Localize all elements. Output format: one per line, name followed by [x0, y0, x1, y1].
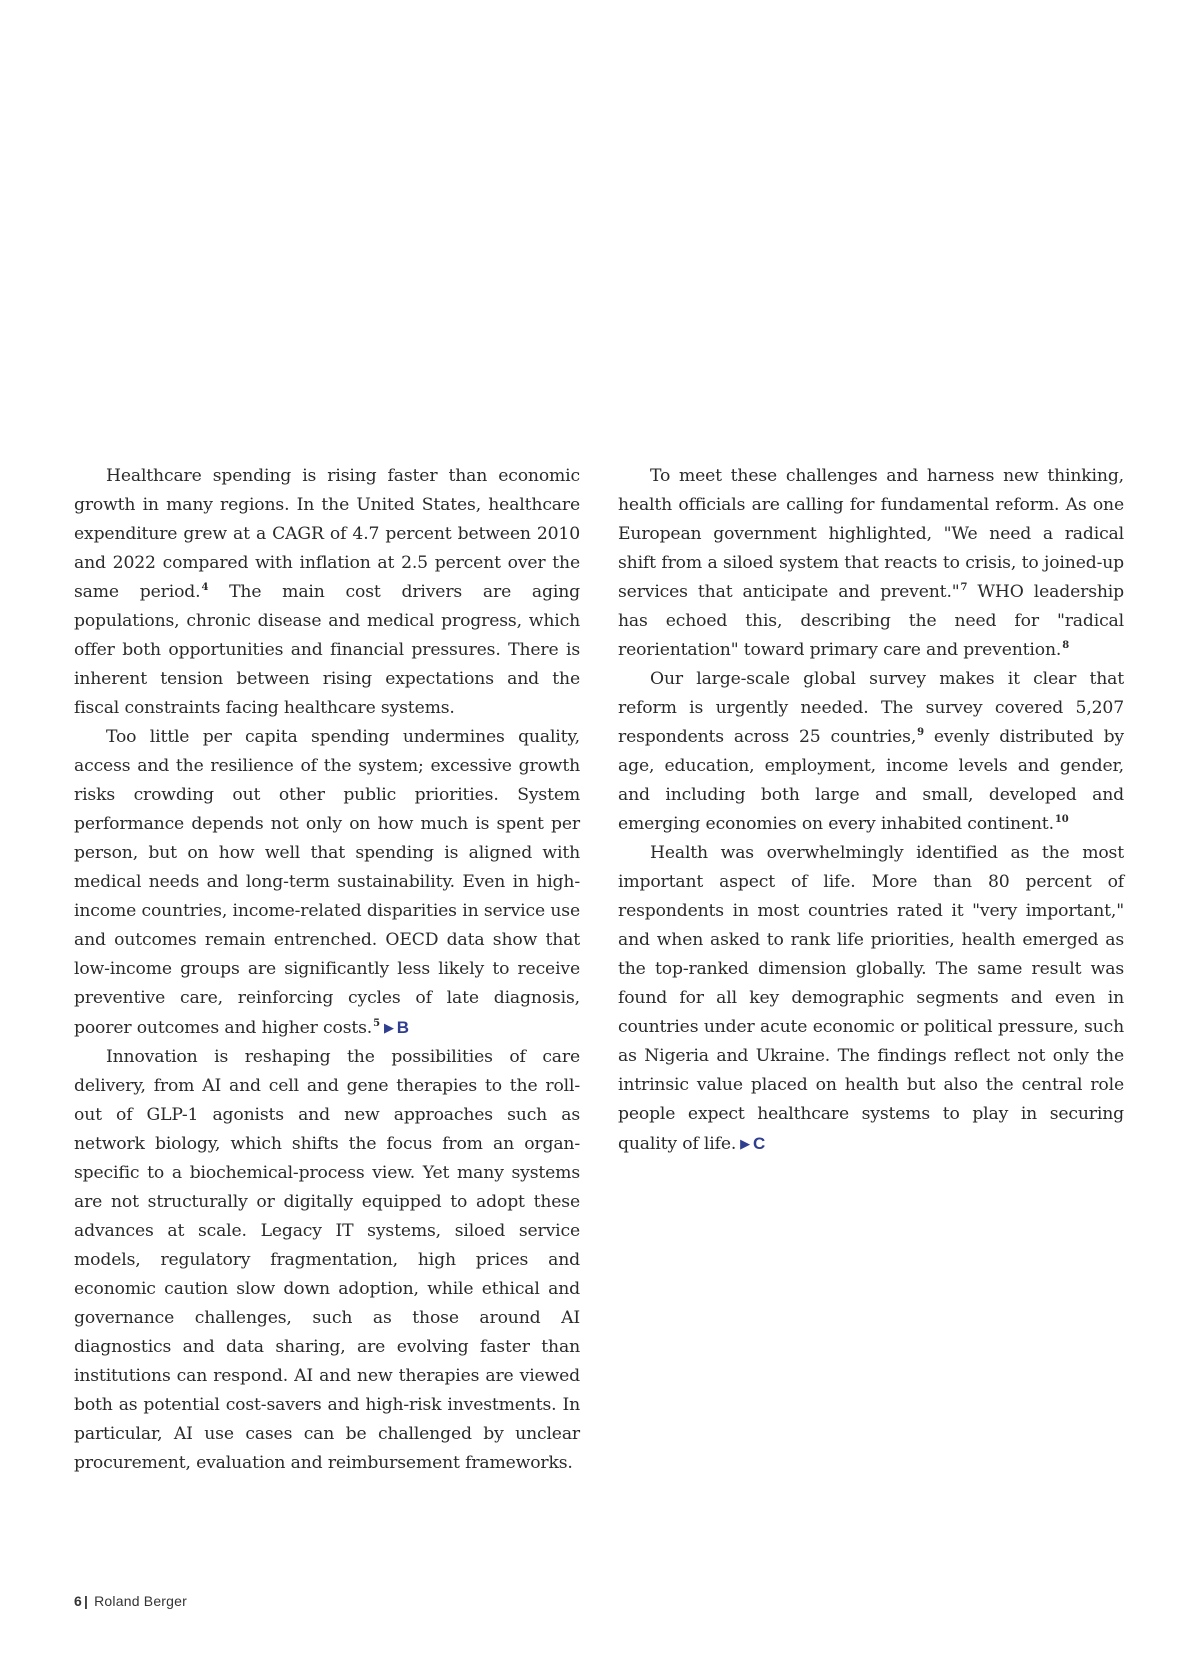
paragraph-per-capita: [74, 723, 580, 1043]
paragraph-text-continued: evenly distributed by age, education, employment, income levels and gender, and including both large and small, developed and emerging economies on every inhabited continent.: [618, 727, 1124, 834]
paragraph-spending: [74, 462, 580, 723]
footnote-marker-4[interactable]: 4: [201, 582, 209, 593]
page-footer: [74, 1593, 187, 1609]
paragraph-text: Too little per capita spending undermines quality, access and the resilience of the system; excessive growth risks crowding out other public priorities. System performance depends not only on how much is spent per person, but on how well that spending is aligned with medical needs and long-term sustainability. Even in high-income countries, income-related disparities in service use and outcomes remain entrenched. OECD data show that low-income groups are significantly less likely to receive preventive care, reinforcing cycles of late diagnosis, poorer outcomes and higher costs.: [74, 727, 580, 1038]
page-number: 6: [74, 1593, 82, 1609]
paragraph-text-continued: The main cost drivers are aging populations, chronic disease and medical progress, which offer both opportunities and financial pressures. There is inherent tension between rising expectations and the fiscal constraints facing healthcare systems.: [74, 582, 580, 718]
footnote-marker-8[interactable]: 8: [1062, 640, 1070, 651]
paragraph-text: To meet these challenges and harness new thinking, health officials are calling for fundamental reform. As one European government highlighted, "We need a radical shift from a siloed system that reacts to crisis, to joined-up services that anticipate and prevent.": [618, 466, 1124, 602]
left-column: [74, 462, 580, 1478]
right-column: [618, 462, 1124, 1478]
footnote-marker-10[interactable]: 10: [1054, 814, 1069, 825]
paragraph-survey: [618, 665, 1124, 839]
footnote-marker-5[interactable]: 5: [373, 1018, 380, 1029]
footer-separator: |: [84, 1593, 89, 1609]
paragraph-text: Innovation is reshaping the possibilities of care delivery, from AI and cell and gene therapies to the roll-out of GLP-1 agonists and new approaches such as network biology, which shifts the focus from an organ-specific to a biochemical-process view. Yet many systems are not structurally or digitally equipped to adopt these advances at scale. Legacy IT systems, siloed service models, regulatory fragmentation, high prices and economic caution slow down adoption, while ethical and governance challenges, such as those around AI diagnostics and data sharing, are evolving faster than institutions can respond. AI and new therapies are viewed both as potential cost-savers and high-risk investments. In particular, AI use cases can be challenged by unclear procurement, evaluation and reimbursement frameworks.: [74, 1047, 580, 1473]
cross-reference-link-c[interactable]: [740, 1134, 765, 1153]
brand-name: Roland Berger: [94, 1593, 188, 1609]
cross-reference-label: C: [753, 1134, 766, 1153]
play-triangle-icon: ▶: [740, 1136, 751, 1151]
paragraph-text-continued: WHO leadership has echoed this, describing the need for "radical reorientation" toward primary care and prevention.: [618, 582, 1124, 660]
paragraph-reform: [618, 462, 1124, 665]
paragraph-health-priority: [618, 839, 1124, 1159]
play-triangle-icon: ▶: [383, 1020, 394, 1035]
paragraph-text: Our large-scale global survey makes it clear that reform is urgently needed. The survey covered 5,207 respondents across 25 countries,: [618, 669, 1124, 747]
paragraph-text: Healthcare spending is rising faster than economic growth in many regions. In the United States, healthcare expenditure grew at a CAGR of 4.7 percent between 2010 and 2022 compared with inflation at 2.5 percent over the same period.: [74, 466, 580, 602]
body-columns: [74, 462, 1124, 1478]
cross-reference-label: B: [396, 1018, 409, 1037]
paragraph-text: Health was overwhelmingly identified as the most important aspect of life. More than 80 percent of respondents in most countries rated it "very important," and when asked to rank life priorities, health emerged as the top-ranked dimension globally. The same result was found for all key demographic segments and even in countries under acute economic or political pressure, such as Nigeria and Ukraine. The findings reflect not only the intrinsic value placed on health but also the central role people expect healthcare systems to play in securing quality of life.: [618, 843, 1124, 1154]
footnote-marker-9[interactable]: 9: [917, 727, 924, 738]
cross-reference-link-b[interactable]: [384, 1018, 409, 1037]
paragraph-innovation: [74, 1043, 580, 1478]
footnote-marker-7[interactable]: 7: [960, 582, 968, 593]
